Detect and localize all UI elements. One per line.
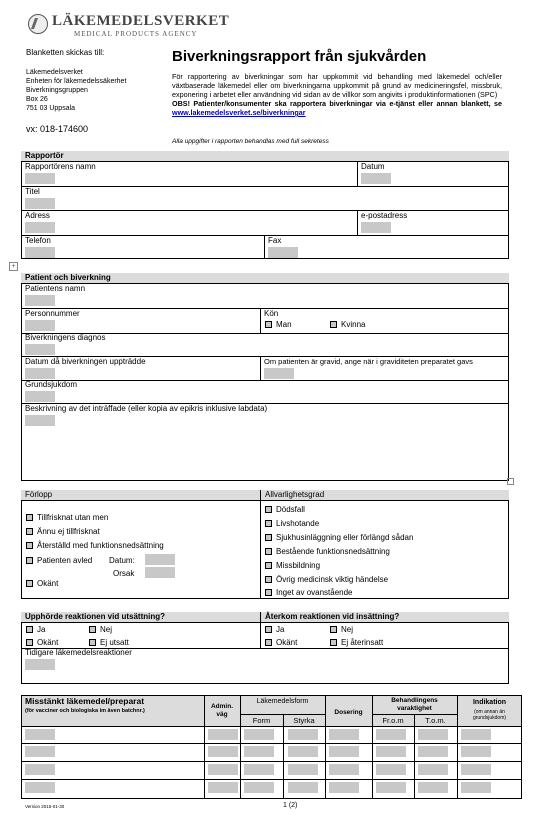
table-resize-icon[interactable] (507, 478, 514, 485)
severity-other-label: Övrig medicinsk viktig händelse (276, 575, 389, 584)
drug-table-cell-field[interactable] (418, 764, 448, 775)
dechallenge-heading: Upphörde reaktionen vid utsättning? (21, 612, 260, 623)
drug-table-cell-field[interactable] (329, 764, 359, 775)
drug-table-cell-field[interactable] (329, 746, 359, 757)
outcome-heading: Förlopp (21, 490, 260, 501)
diagnosis-label: Biverkningens diagnos (25, 333, 106, 342)
severity-death-label: Dödsfall (276, 505, 305, 514)
description-label: Beskrivning av det inträffade (eller kopia av epikris inklusive labdata) (25, 404, 268, 413)
dechallenge-unknown-checkbox[interactable] (26, 639, 33, 646)
intro-paragraph: För rapportering av biverkningar som har uppkommit vid behandling med läkemedel och/eller växtbaserade läkemedel eller om biverkningarna uppkommit på grund av medicineringsfel, missbruk, exponering i arbetet eller användning vid sidan av de villkor som angivits i produktinformationen (SPC) (172, 72, 502, 99)
underlying-disease-field[interactable] (25, 391, 55, 402)
dechallenge-yes-checkbox[interactable] (26, 626, 33, 633)
severity-hospitalization-checkbox[interactable] (265, 534, 272, 541)
severity-life-threatening-label: Livshotande (276, 519, 320, 528)
drug-table-cell-field[interactable] (244, 764, 274, 775)
admin-route-line: väg (216, 711, 228, 718)
rechallenge-yes-checkbox[interactable] (265, 626, 272, 633)
personal-number-label: Personnummer (25, 309, 80, 318)
email-field[interactable] (361, 222, 391, 233)
drug-table-cell-field[interactable] (244, 746, 274, 757)
admin-route-header (204, 703, 240, 719)
drug-table-cell-field[interactable] (288, 764, 318, 775)
drug-table-cell-field[interactable] (208, 729, 238, 740)
sex-female-checkbox[interactable] (330, 321, 337, 328)
indication-header: Indikation (472, 699, 507, 706)
strength-header: Styrka (293, 716, 315, 725)
fax-field[interactable] (268, 247, 298, 258)
drug-table-cell-field[interactable] (418, 782, 448, 793)
intro-text (172, 72, 502, 117)
address-label: Adress (25, 211, 50, 220)
reporter-name-field[interactable] (25, 173, 55, 184)
pregnancy-field[interactable] (264, 368, 294, 379)
drug-table-cell-field[interactable] (208, 782, 238, 793)
death-cause-field[interactable] (145, 567, 175, 578)
severity-death-checkbox[interactable] (265, 506, 272, 513)
severity-other-checkbox[interactable] (265, 576, 272, 583)
drug-table-cell-field[interactable] (25, 729, 55, 740)
drug-table-cell-field[interactable] (288, 729, 318, 740)
drug-table-cell-field[interactable] (25, 782, 55, 793)
reporter-heading: Rapportör (21, 151, 509, 162)
version-label: Version 2015-01-30 (25, 804, 65, 809)
dechallenge-no-checkbox[interactable] (89, 626, 96, 633)
address-line: Läkemedelsverket (26, 69, 83, 76)
death-date-field[interactable] (145, 554, 175, 565)
dechallenge-not-checkbox[interactable] (89, 639, 96, 646)
duration-line: Behandlingens (391, 697, 438, 704)
page-number: 1 (2) (283, 802, 298, 809)
reporting-link[interactable]: www.lakemedelsverket.se/biverkningar (172, 108, 306, 117)
rechallenge-unknown-checkbox[interactable] (265, 639, 272, 646)
reaction-date-label: Datum då biverkningen uppträdde (25, 357, 146, 366)
sex-label: Kön (264, 309, 279, 318)
severity-hospitalization-label: Sjukhusinläggning eller förlängd sådan (276, 533, 414, 542)
underlying-disease-label: Grundsjukdom (25, 380, 78, 389)
death-date-label: Datum: (109, 556, 135, 565)
address-line: Box 26 (26, 96, 48, 103)
fax-label: Fax (268, 236, 282, 245)
outcome-recovered-checkbox[interactable] (26, 514, 33, 521)
severity-life-threatening-checkbox[interactable] (265, 520, 272, 527)
drug-table-cell-field[interactable] (25, 746, 55, 757)
previous-reactions-field[interactable] (25, 659, 55, 670)
form-header: Form (252, 716, 271, 725)
drug-table-cell-field[interactable] (461, 764, 491, 775)
pregnancy-label: Om patienten är gravid, ange när i graviditeten preparatet gavs (264, 357, 473, 366)
drug-table-cell-field[interactable] (329, 782, 359, 793)
sex-male-checkbox[interactable] (265, 321, 272, 328)
rechallenge-not-label: Ej återinsatt (341, 638, 384, 647)
drug-table-cell-field[interactable] (461, 782, 491, 793)
drug-table-cell-field[interactable] (208, 746, 238, 757)
indication-line: (om annan än (474, 709, 505, 715)
outcome-unknown-label: Okänt (37, 579, 59, 588)
drug-table-cell-field[interactable] (329, 729, 359, 740)
drug-table-cell-field[interactable] (288, 782, 318, 793)
intro-notice (172, 99, 502, 117)
outcome-unknown-checkbox[interactable] (26, 580, 33, 587)
rechallenge-unknown-label: Okänt (276, 638, 298, 647)
reporter-title-field[interactable] (25, 198, 55, 209)
drug-form-header: Läkemedelsform (256, 698, 309, 705)
patient-name-label: Patientens namn (25, 284, 86, 293)
duration-header (372, 697, 457, 713)
email-label: e-postadress (361, 211, 408, 220)
form-title: Biverkningsrapport från sjukvården (172, 48, 427, 65)
drug-table-cell-field[interactable] (418, 729, 448, 740)
sex-male-label: Man (276, 320, 292, 329)
description-field[interactable] (25, 415, 55, 426)
severity-none-label: Inget av ovanstående (276, 588, 353, 597)
dosage-header: Dosering (334, 709, 363, 716)
agency-subtitle: MEDICAL PRODUCTS AGENCY (74, 30, 198, 38)
sex-female-label: Kvinna (341, 320, 366, 329)
rechallenge-no-label: Nej (341, 625, 354, 634)
patient-name-field[interactable] (25, 295, 55, 306)
indication-subheader (457, 709, 522, 721)
dechallenge-no-label: Nej (100, 625, 113, 634)
outcome-sequelae-checkbox[interactable] (26, 542, 33, 549)
drug-table-cell-field[interactable] (461, 729, 491, 740)
drug-table-cell-field[interactable] (376, 729, 406, 740)
confidentiality-note: Alla uppgifter i rapporten behandlas med full sekretess (172, 138, 329, 145)
dechallenge-unknown-label: Okänt (37, 638, 59, 647)
rechallenge-no-checkbox[interactable] (330, 626, 337, 633)
drug-table-cell-field[interactable] (418, 746, 448, 757)
phone-label: Telefon (25, 236, 51, 245)
severity-none-checkbox[interactable] (265, 589, 272, 596)
report-date-field[interactable] (361, 173, 391, 184)
severity-disability-checkbox[interactable] (265, 548, 272, 555)
agency-logo-icon (28, 14, 48, 34)
diagnosis-field[interactable] (25, 344, 55, 355)
duration-line: varaktighet (397, 705, 432, 712)
drug-table-cell-field[interactable] (208, 764, 238, 775)
patient-heading: Patient och biverkning (21, 273, 509, 284)
rechallenge-not-checkbox[interactable] (330, 639, 337, 646)
drug-column-header: Misstänkt läkemedel/preparat (25, 696, 145, 706)
drug-table-cell-field[interactable] (376, 746, 406, 757)
previous-reactions-label: Tidigare läkemedelsreaktioner (25, 648, 132, 657)
report-date-label: Datum (361, 162, 385, 171)
drug-table-cell-field[interactable] (244, 782, 274, 793)
switchboard-number: vx: 018-174600 (26, 124, 89, 134)
dechallenge-not-label: Ej utsatt (100, 638, 129, 647)
send-address (26, 68, 166, 113)
drug-column-subheader: (för vacciner och biologiska im även batchnr.) (25, 708, 145, 714)
severity-malformation-checkbox[interactable] (265, 562, 272, 569)
dechallenge-yes-label: Ja (37, 625, 46, 634)
drug-table-cell-field[interactable] (288, 746, 318, 757)
severity-heading: Allvarlighetsgrad (261, 490, 509, 501)
reaction-date-field[interactable] (25, 368, 55, 379)
agency-name: LÄKEMEDELSVERKET (52, 13, 230, 29)
rechallenge-yes-label: Ja (276, 625, 285, 634)
reporter-title-label: Titel (25, 187, 40, 196)
rechallenge-heading: Återkom reaktionen vid insättning? (261, 612, 509, 623)
drug-table-cell-field[interactable] (461, 746, 491, 757)
to-header: T.o.m. (425, 716, 446, 725)
severity-disability-label: Bestående funktionsnedsättning (276, 547, 390, 556)
phone-field[interactable] (25, 247, 55, 258)
drug-table-cell-field[interactable] (376, 764, 406, 775)
outcome-died-checkbox[interactable] (26, 557, 33, 564)
death-cause-label: Orsak (113, 569, 135, 578)
address-line: Biverkningsgruppen (26, 87, 88, 94)
drug-table-cell-field[interactable] (25, 764, 55, 775)
outcome-not-recovered-checkbox[interactable] (26, 528, 33, 535)
address-line: Enheten för läkemedelssäkerhet (26, 78, 127, 85)
personal-number-field[interactable] (25, 320, 55, 331)
table-move-icon[interactable]: + (9, 262, 18, 271)
outcome-not-recovered-label: Ännu ej tillfrisknat (37, 527, 100, 536)
reporter-name-label: Rapportörens namn (25, 162, 96, 171)
outcome-recovered-label: Tillfrisknat utan men (37, 513, 109, 522)
indication-line: grundsjukdom) (472, 715, 507, 721)
outcome-died-label: Patienten avled (37, 556, 93, 565)
send-to-heading: Blanketten skickas till: (26, 48, 105, 57)
drug-table-cell-field[interactable] (376, 782, 406, 793)
outcome-sequelae-label: Återställd med funktionsnedsättning (37, 541, 164, 550)
address-line: 751 03 Uppsala (26, 105, 76, 112)
notice-text: OBS! Patienter/konsumenter ska rapportera biverkningar via e-tjänst eller annan blankett, se (172, 99, 502, 108)
address-field[interactable] (25, 222, 55, 233)
drug-table-cell-field[interactable] (244, 729, 274, 740)
severity-malformation-label: Missbildning (276, 561, 321, 570)
admin-route-line: Admin. (210, 703, 234, 710)
from-header: Fr.o.m (382, 716, 404, 725)
